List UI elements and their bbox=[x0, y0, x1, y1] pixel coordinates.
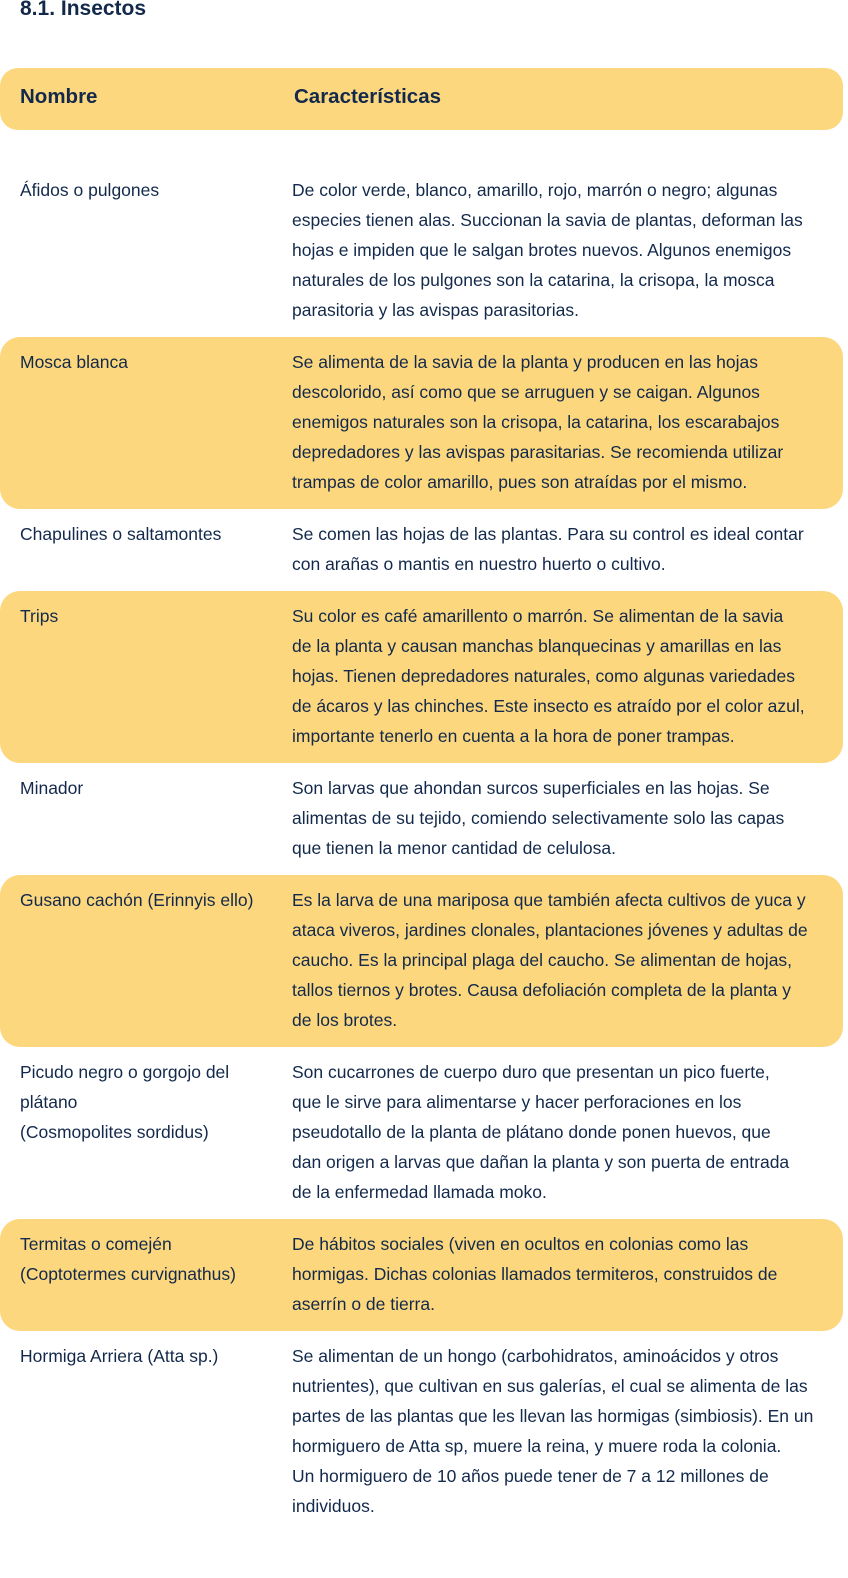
row-description-line: dan origen a larvas que dañan la planta y son puerta de entrada bbox=[292, 1152, 790, 1172]
row-description-line: Se alimenta de la savia de la planta y producen en las hojas bbox=[292, 352, 758, 372]
row-name-cell bbox=[0, 885, 292, 1035]
row-description-line: partes de las plantas que les llevan las hormigas (simbiosis). En un bbox=[292, 1406, 814, 1426]
row-description-line: Son larvas que ahondan surcos superficiales en las hojas. Se bbox=[292, 778, 770, 798]
row-name-line: plátano bbox=[20, 1092, 78, 1112]
row-name-cell bbox=[0, 175, 292, 325]
header-name: Nombre bbox=[20, 85, 98, 108]
table-row bbox=[0, 509, 843, 591]
row-name-line: Chapulines o saltamontes bbox=[20, 524, 222, 544]
row-description-line: nutrientes), que cultivan en sus galerías, el cual se alimenta de las bbox=[292, 1376, 808, 1396]
row-description-line: de la planta y causan manchas blanquecinas y amarillas en las bbox=[292, 636, 782, 656]
row-description-line: Un hormiguero de 10 años puede tener de 7 a 12 millones de bbox=[292, 1466, 769, 1486]
row-name-line: Áfidos o pulgones bbox=[20, 180, 160, 200]
row-description-line: Son cucarrones de cuerpo duro que presentan un pico fuerte, bbox=[292, 1062, 770, 1082]
row-name-line: (Coptotermes curvignathus) bbox=[20, 1264, 236, 1284]
row-description-line: de ácaros y las chinches. Este insecto es atraído por el color azul, bbox=[292, 696, 805, 716]
row-name-line: Trips bbox=[20, 606, 59, 626]
row-name-line: (Cosmopolites sordidus) bbox=[20, 1122, 209, 1142]
row-description-line: enemigos naturales son la crisopa, la catarina, los escarabajos bbox=[292, 412, 780, 432]
row-description-line: pseudotallo de la planta de plátano donde ponen huevos, que bbox=[292, 1122, 771, 1142]
row-name-line: Hormiga Arriera (Atta sp.) bbox=[20, 1346, 219, 1366]
row-description-line: que tienen la menor cantidad de celulosa. bbox=[292, 838, 616, 858]
row-name-cell bbox=[0, 519, 292, 579]
row-name-line: Minador bbox=[20, 778, 84, 798]
table-row bbox=[0, 763, 843, 875]
table-row bbox=[0, 875, 843, 1047]
row-name-line: Termitas o comején bbox=[20, 1234, 172, 1254]
table-body bbox=[0, 165, 843, 1533]
row-name-cell bbox=[0, 1057, 292, 1207]
row-name-cell bbox=[0, 1341, 292, 1521]
row-name-cell bbox=[0, 1229, 292, 1319]
header-characteristics: Características bbox=[294, 85, 442, 108]
row-description-line: descolorido, así como que se arruguen y se caigan. Algunos bbox=[292, 382, 760, 402]
row-description-line: Se alimentan de un hongo (carbohidratos, aminoácidos y otros bbox=[292, 1346, 779, 1366]
row-name-line: Mosca blanca bbox=[20, 352, 128, 372]
row-description-cell bbox=[292, 1057, 832, 1207]
row-description-line: Su color es café amarillento o marrón. Se alimentan de la savia bbox=[292, 606, 784, 626]
row-description-line: ataca viveros, jardines clonales, plantaciones jóvenes y adultas de bbox=[292, 920, 808, 940]
row-description-line: especies tienen alas. Succionan la savia de plantas, deforman las bbox=[292, 210, 803, 230]
row-description-cell bbox=[292, 347, 832, 497]
row-description-cell bbox=[292, 175, 832, 325]
row-description-line: de los brotes. bbox=[292, 1010, 398, 1030]
table-row bbox=[0, 1331, 843, 1533]
row-description-line: hojas e impiden que le salgan brotes nuevos. Algunos enemigos bbox=[292, 240, 792, 260]
row-name-line: Gusano cachón (Erinnyis ello) bbox=[20, 890, 254, 910]
row-name-cell bbox=[0, 773, 292, 863]
row-description-line: aserrín o de tierra. bbox=[292, 1294, 435, 1314]
row-description-line: individuos. bbox=[292, 1496, 375, 1516]
row-description-line: caucho. Es la principal plaga del caucho. Se alimentan de hojas, bbox=[292, 950, 793, 970]
row-description-line: que le sirve para alimentarse y hacer perforaciones en los bbox=[292, 1092, 742, 1112]
table-row bbox=[0, 165, 843, 337]
row-description-line: naturales de los pulgones son la catarina, la crisopa, la mosca bbox=[292, 270, 775, 290]
row-description-cell bbox=[292, 773, 832, 863]
row-description-cell bbox=[292, 1341, 832, 1521]
row-name-cell bbox=[0, 347, 292, 497]
row-description-line: importante tenerlo en cuenta a la hora de poner trampas. bbox=[292, 726, 735, 746]
row-description-line: alimentas de su tejido, comiendo selectivamente solo las capas bbox=[292, 808, 785, 828]
row-name-line: Picudo negro o gorgojo del bbox=[20, 1062, 230, 1082]
section-title: 8.1. Insectos bbox=[20, 0, 147, 20]
row-description-line: hojas. Tienen depredadores naturales, como algunas variedades bbox=[292, 666, 795, 686]
row-description-cell bbox=[292, 601, 832, 751]
row-description-line: hormiguero de Atta sp, muere la reina, y muere roda la colonia. bbox=[292, 1436, 782, 1456]
table-row bbox=[0, 1219, 843, 1331]
table-header bbox=[0, 68, 843, 130]
row-description-line: depredadores y las avispas parasitarias. Se recomienda utilizar bbox=[292, 442, 784, 462]
row-name-cell bbox=[0, 601, 292, 751]
row-description-line: trampas de color amarillo, pues son atraídas por el mismo. bbox=[292, 472, 748, 492]
row-description-cell bbox=[292, 1229, 832, 1319]
row-description-line: de la enfermedad llamada moko. bbox=[292, 1182, 547, 1202]
row-description-cell bbox=[292, 885, 832, 1035]
row-description-line: Es la larva de una mariposa que también afecta cultivos de yuca y bbox=[292, 890, 806, 910]
row-description-line: tallos tiernos y brotes. Causa defoliación completa de la planta y bbox=[292, 980, 792, 1000]
table-row bbox=[0, 591, 843, 763]
row-description-line: parasitoria y las avispas parasitorias. bbox=[292, 300, 579, 320]
row-description-line: con arañas o mantis en nuestro huerto o cultivo. bbox=[292, 554, 666, 574]
row-description-line: De hábitos sociales (viven en ocultos en colonias como las bbox=[292, 1234, 749, 1254]
row-description-line: Se comen las hojas de las plantas. Para su control es ideal contar bbox=[292, 524, 804, 544]
table-row bbox=[0, 1047, 843, 1219]
row-description-cell bbox=[292, 519, 832, 579]
table-row bbox=[0, 337, 843, 509]
row-description-line: De color verde, blanco, amarillo, rojo, marrón o negro; algunas bbox=[292, 180, 778, 200]
row-description-line: hormigas. Dichas colonias llamados termiteros, construidos de bbox=[292, 1264, 778, 1284]
